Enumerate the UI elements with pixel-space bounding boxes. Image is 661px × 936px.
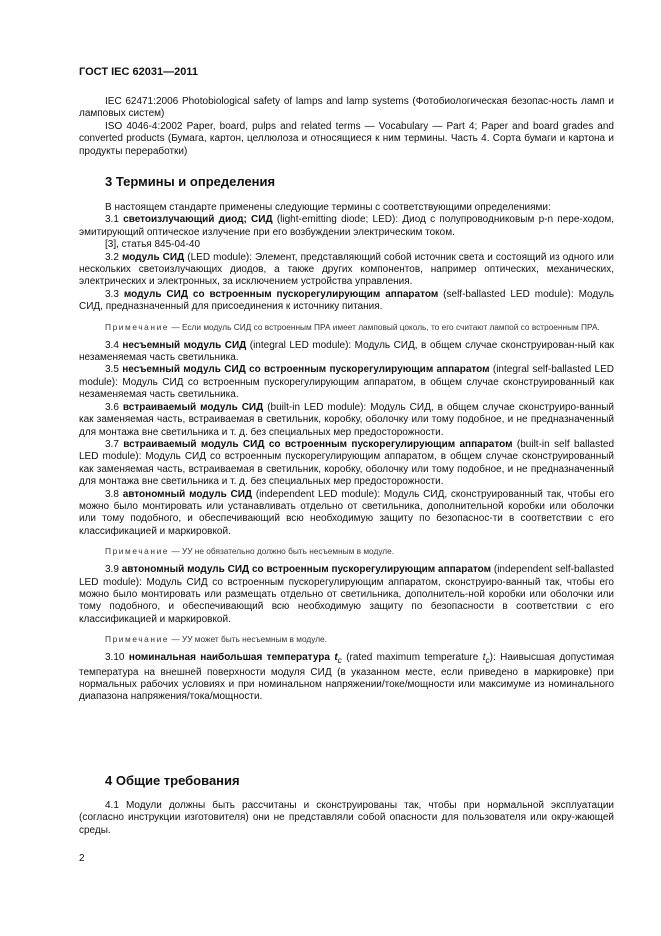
term-3-1: 3.1 светоизлучающий диод; СИД (light-emitting diode; LED): Диод с полупроводниковым p-n пере-ходом, эмитирующий оптическое излучение при его возбуждении электрическим током. [79, 214, 614, 238]
term-3-6: 3.6 встраиваемый модуль СИД (built-in LED module): Модуль СИД, в общем случае сконструиро-ванный как заменяемая часть, встраиваемая в светильник, коробку, оболочку или тому подобное, и не предназначенный для монтажа вне светильника и т. д. без специальных мер предосторожности. [79, 401, 615, 438]
term-3-8: 3.8 автономный модуль СИД (independent LED module): Модуль СИД, сконструированный так, чтобы его можно было монтировать или устанавливать отдельно от светильника, дополнительной коробки или оболочки или тому подобного, и обеспечивающий всю необходимую защиту по безопаснос-ти в соответствии с его классификацией и маркировкой. [79, 488, 615, 537]
term-3-9: 3.9 автономный модуль СИД со встроенным пускорегулирующим аппаратом (independent self-ballasted LED module): Модуль СИД со встроенным пускорегулирующим аппаратом, сконструиро-ванный так, чтобы его можно было монтировать или размещать отдельно от светильника, дополнитель-ной коробки или оболочки или тому подобного, и обеспечивающий всю необходимую защиту по безопасности в соответствии с его классификацией и маркировкой. [79, 564, 614, 625]
normative-references [79, 96, 614, 158]
term-3-4: 3.4 несъемный модуль СИД (integral LED module): Модуль СИД, в общем случае сконструирован-ный как незаменяемая часть светильника. [79, 339, 615, 364]
section-3-intro: В настоящем стандарте применены следующие термины с соответствующими определениями: [105, 202, 551, 213]
term-3-7: 3.7 встраиваемый модуль СИД со встроенным пускорегулирующим аппаратом (built-in self ballasted LED module): Модуль СИД со встроенным пускорегулирующим аппаратом, в общем случае сконструированный как заменяемая часть, встраиваемая в светильник, коробку, оболочку или тому подобное, и не предназначенный для монтажа вне светильника и т. д. без специальных мер предосторожности. [79, 438, 615, 488]
term-3-2: 3.2 модуль СИД (LED module): Элемент, представляющий собой источник света и состоящий из одного или нескольких светоизлучающих диодов, а также других компонентов, например оптических, механических, электрических и электронных, за исключением устройства управления. [79, 251, 615, 288]
section-4-body [79, 800, 614, 837]
reference-iec-62471: IEC 62471:2006 Photobiological safety of lamps and lamp systems (Фотобиологическая безопас-ность ламп и ламповых систем) [79, 96, 615, 120]
note-3-3: Примечание — Если модуль СИД со встроенным ПРА имеет ламповый цоколь, то его считают лампой со встроенным ПРА. [105, 321, 600, 332]
section-3-body [79, 202, 614, 704]
reference-iso-4046: ISO 4046-4:2002 Paper, board, pulps and related terms — Vocabulary — Part 4; Paper and board grades and converted products (Бумага, картон, целлюлоза и относящиеся к ним термины. Часть 4. Сорта бумаги и картона и продукты переработки) [79, 120, 614, 157]
section-3-heading: 3 Термины и определения [105, 174, 276, 189]
clause-4-1: 4.1 Модули должны быть рассчитаны и сконструированы так, чтобы при нормальной эксплуатации (согласно инструкции изготовителя) они не представляли собой опасности для пользователя или окру-жающей среды. [79, 800, 615, 836]
term-3-5: 3.5 несъемный модуль СИД со встроенным пускорегулирующим аппаратом (integral self-ballasted LED module): Модуль СИД со встроенным пускорегулирующим аппаратом, в общем случае сконструированный как незаменяемая часть светильника. [79, 364, 614, 401]
section-4-heading: 4 Общие требования [105, 773, 240, 788]
term-3-10: 3.10 номинальная наибольшая температура $t_c$ (rated maximum temperature $t_c$): Наивысшая допустимая температура на внешней поверхности модуля СИД (в указанном месте, если приведено в маркировке) при нормальных рабочих условиях и при номинальном напряжении/токе/мощности или максимуме из номинального диапазона напряжения/тока/мощности. [79, 652, 615, 703]
note-3-8: Примечание — УУ не обязательно должно быть несъемным в модуле. [105, 546, 395, 557]
note-3-9: Примечание — УУ может быть несъемным в модуле. [105, 634, 327, 645]
term-3-3: 3.3 модуль СИД со встроенным пускорегулирующим аппаратом (self-ballasted LED module): Модуль СИД, предназначенный для присоединения к источнику питания. [79, 288, 615, 313]
term-3-1-source: [3], статья 845-04-40 [105, 239, 201, 251]
page-number: 2 [79, 853, 85, 864]
document-header: ГОСТ IEC 62031—2011 [79, 66, 198, 78]
